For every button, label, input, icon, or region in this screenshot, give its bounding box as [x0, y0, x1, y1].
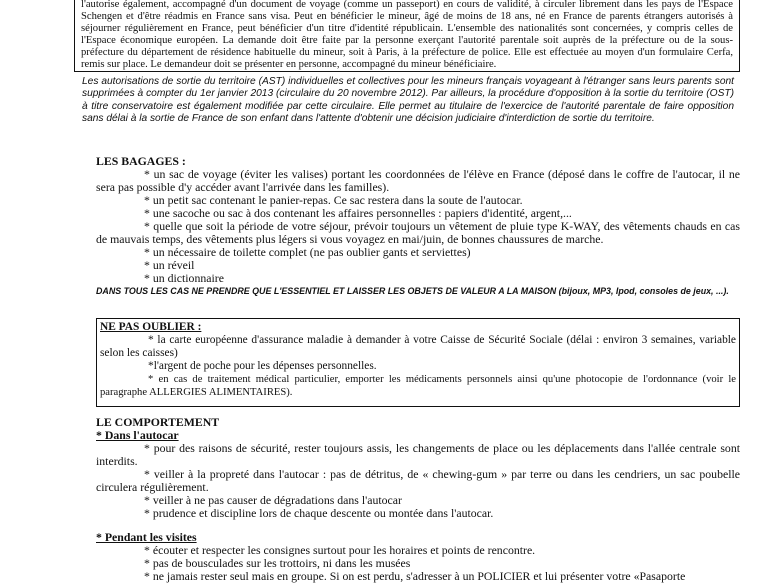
list-item: * écouter et respecter les consignes surtout pour les horaires et points de rencontre.: [144, 543, 536, 557]
list-item: * un nécessaire de toilette complet (ne pas oublier gants et serviettes): [144, 245, 471, 259]
list-item: * veiller à la propreté dans l'autocar : pas de détritus, de « chewing-gum » par terre ou dans les cendriers, un sac poubelle circulera régulièrement.: [96, 467, 740, 494]
list-item: *l'argent de poche pour les dépenses personnelles.: [148, 360, 377, 372]
section-bagages: [96, 155, 740, 297]
list-item: * pas de bousculades sur les trottoirs, ni dans les musées: [144, 556, 411, 570]
list-item: * un réveil: [144, 258, 195, 272]
ne-pas-oublier-box: [96, 318, 740, 407]
list-item: * en cas de traitement médical particulier, emporter les médicaments personnels ainsi qu'une photocopie de l'ordonnance (voir le paragraphe ALLERGIES ALIMENTAIRES).: [100, 374, 736, 398]
list-item: * un dictionnaire: [144, 271, 224, 285]
list-item: * veiller à ne pas causer de dégradations dans l'autocar: [144, 493, 402, 507]
ne-pas-oublier-heading: NE PAS OUBLIER :: [100, 321, 202, 333]
comportement-heading: LE COMPORTEMENT: [96, 415, 220, 429]
list-item: * pour des raisons de sécurité, rester toujours assis, les changements de place ou les déplacements dans l'allée centrale sont interdits.: [96, 441, 740, 468]
bagages-note: DANS TOUS LES CAS NE PRENDRE QUE L'ESSENTIEL ET LAISSER LES OBJETS DE VALEUR A LA MAISON (bijoux, MP3, Ipod, consoles de jeux, ...).: [96, 286, 729, 296]
list-item: * un sac de voyage (éviter les valises) portant les coordonnées de l'élève en France (déposé dans le coffre de l'autocar, il ne sera pas possible d'y accéder avant l'arrivée dans les familles).: [96, 167, 740, 194]
info-box-top: [74, 0, 740, 72]
ast-paragraph: Les autorisations de sortie du territoire (AST) individuelles et collectives pour les mineurs français voyageant à l'étranger sans leurs parents sont supprimées à compter du 1er janvier 2013 (circulaire du 20 novembre 2012). Par ailleurs, la procédure d'opposition à la sortie du territoire (OST) à titre conservatoire est également modifiée par cette circulaire. Elle permet au titulaire de l'exercice de l'autorité parentale de faire opposition sans délai à la sortie de France de son enfant dans l'attente d'obtenir une décision judiciaire d'interdiction de sortie du territoire.: [82, 76, 734, 124]
list-item: * une sacoche ou sac à dos contenant les affaires personnelles : papiers d'identité, argent,...: [144, 206, 572, 220]
list-item: * un petit sac contenant le panier-repas. Ce sac restera dans la soute de l'autocar.: [144, 193, 523, 207]
section-visites: [96, 531, 740, 583]
visites-heading: * Pendant les visites: [96, 530, 197, 544]
list-item: * ne jamais rester seul mais en groupe. Si on est perdu, s'adresser à un POLICIER et lui présenter votre «Pasaporte: [144, 569, 686, 583]
autocar-heading: * Dans l'autocar: [96, 428, 179, 442]
list-item: * quelle que soit la période de votre séjour, prévoir toujours un vêtement de pluie type K-WAY, des vêtements chauds en cas de mauvais temps, des vêtements plus légers si vous voyagez en mai/juin, de bonnes chaussures de marche.: [96, 219, 740, 246]
list-item: * la carte européenne d'assurance maladie à demander à votre Caisse de Sécurité Sociale (délai : environ 3 semaines, variable selon les caisses): [100, 334, 736, 359]
section-comportement: [96, 416, 740, 520]
info-box-text: l'autorise également, accompagné d'un document de voyage (comme un passeport) en cours de validité, à circuler librement dans les pays de l'Espace Schengen et d'être réadmis en France sans visa. Peut en bénéficier le mineur, âgé de moins de 18 ans, né en France de parents étrangers autorisés à séjourner régulièrement en France, peut bénéficier d'un titre d'identité républicain. L'ensemble des nationalités sont concernées, y compris celles de l'Espace économique européen. La demande doit être faite par la personne exerçant l'autorité parentale soit auprès de la préfecture ou de la sous-préfecture du département de résidence habituelle du mineur, soit à Paris, à la préfecture de police. Elle est effectuée au moyen d'un formulaire Cerfa, remis sur place. Le demandeur doit se présenter en personne, accompagné du mineur bénéficiaire.: [81, 0, 733, 70]
bagages-heading: LES BAGAGES :: [96, 154, 186, 168]
list-item: * prudence et discipline lors de chaque descente ou montée dans l'autocar.: [144, 506, 494, 520]
